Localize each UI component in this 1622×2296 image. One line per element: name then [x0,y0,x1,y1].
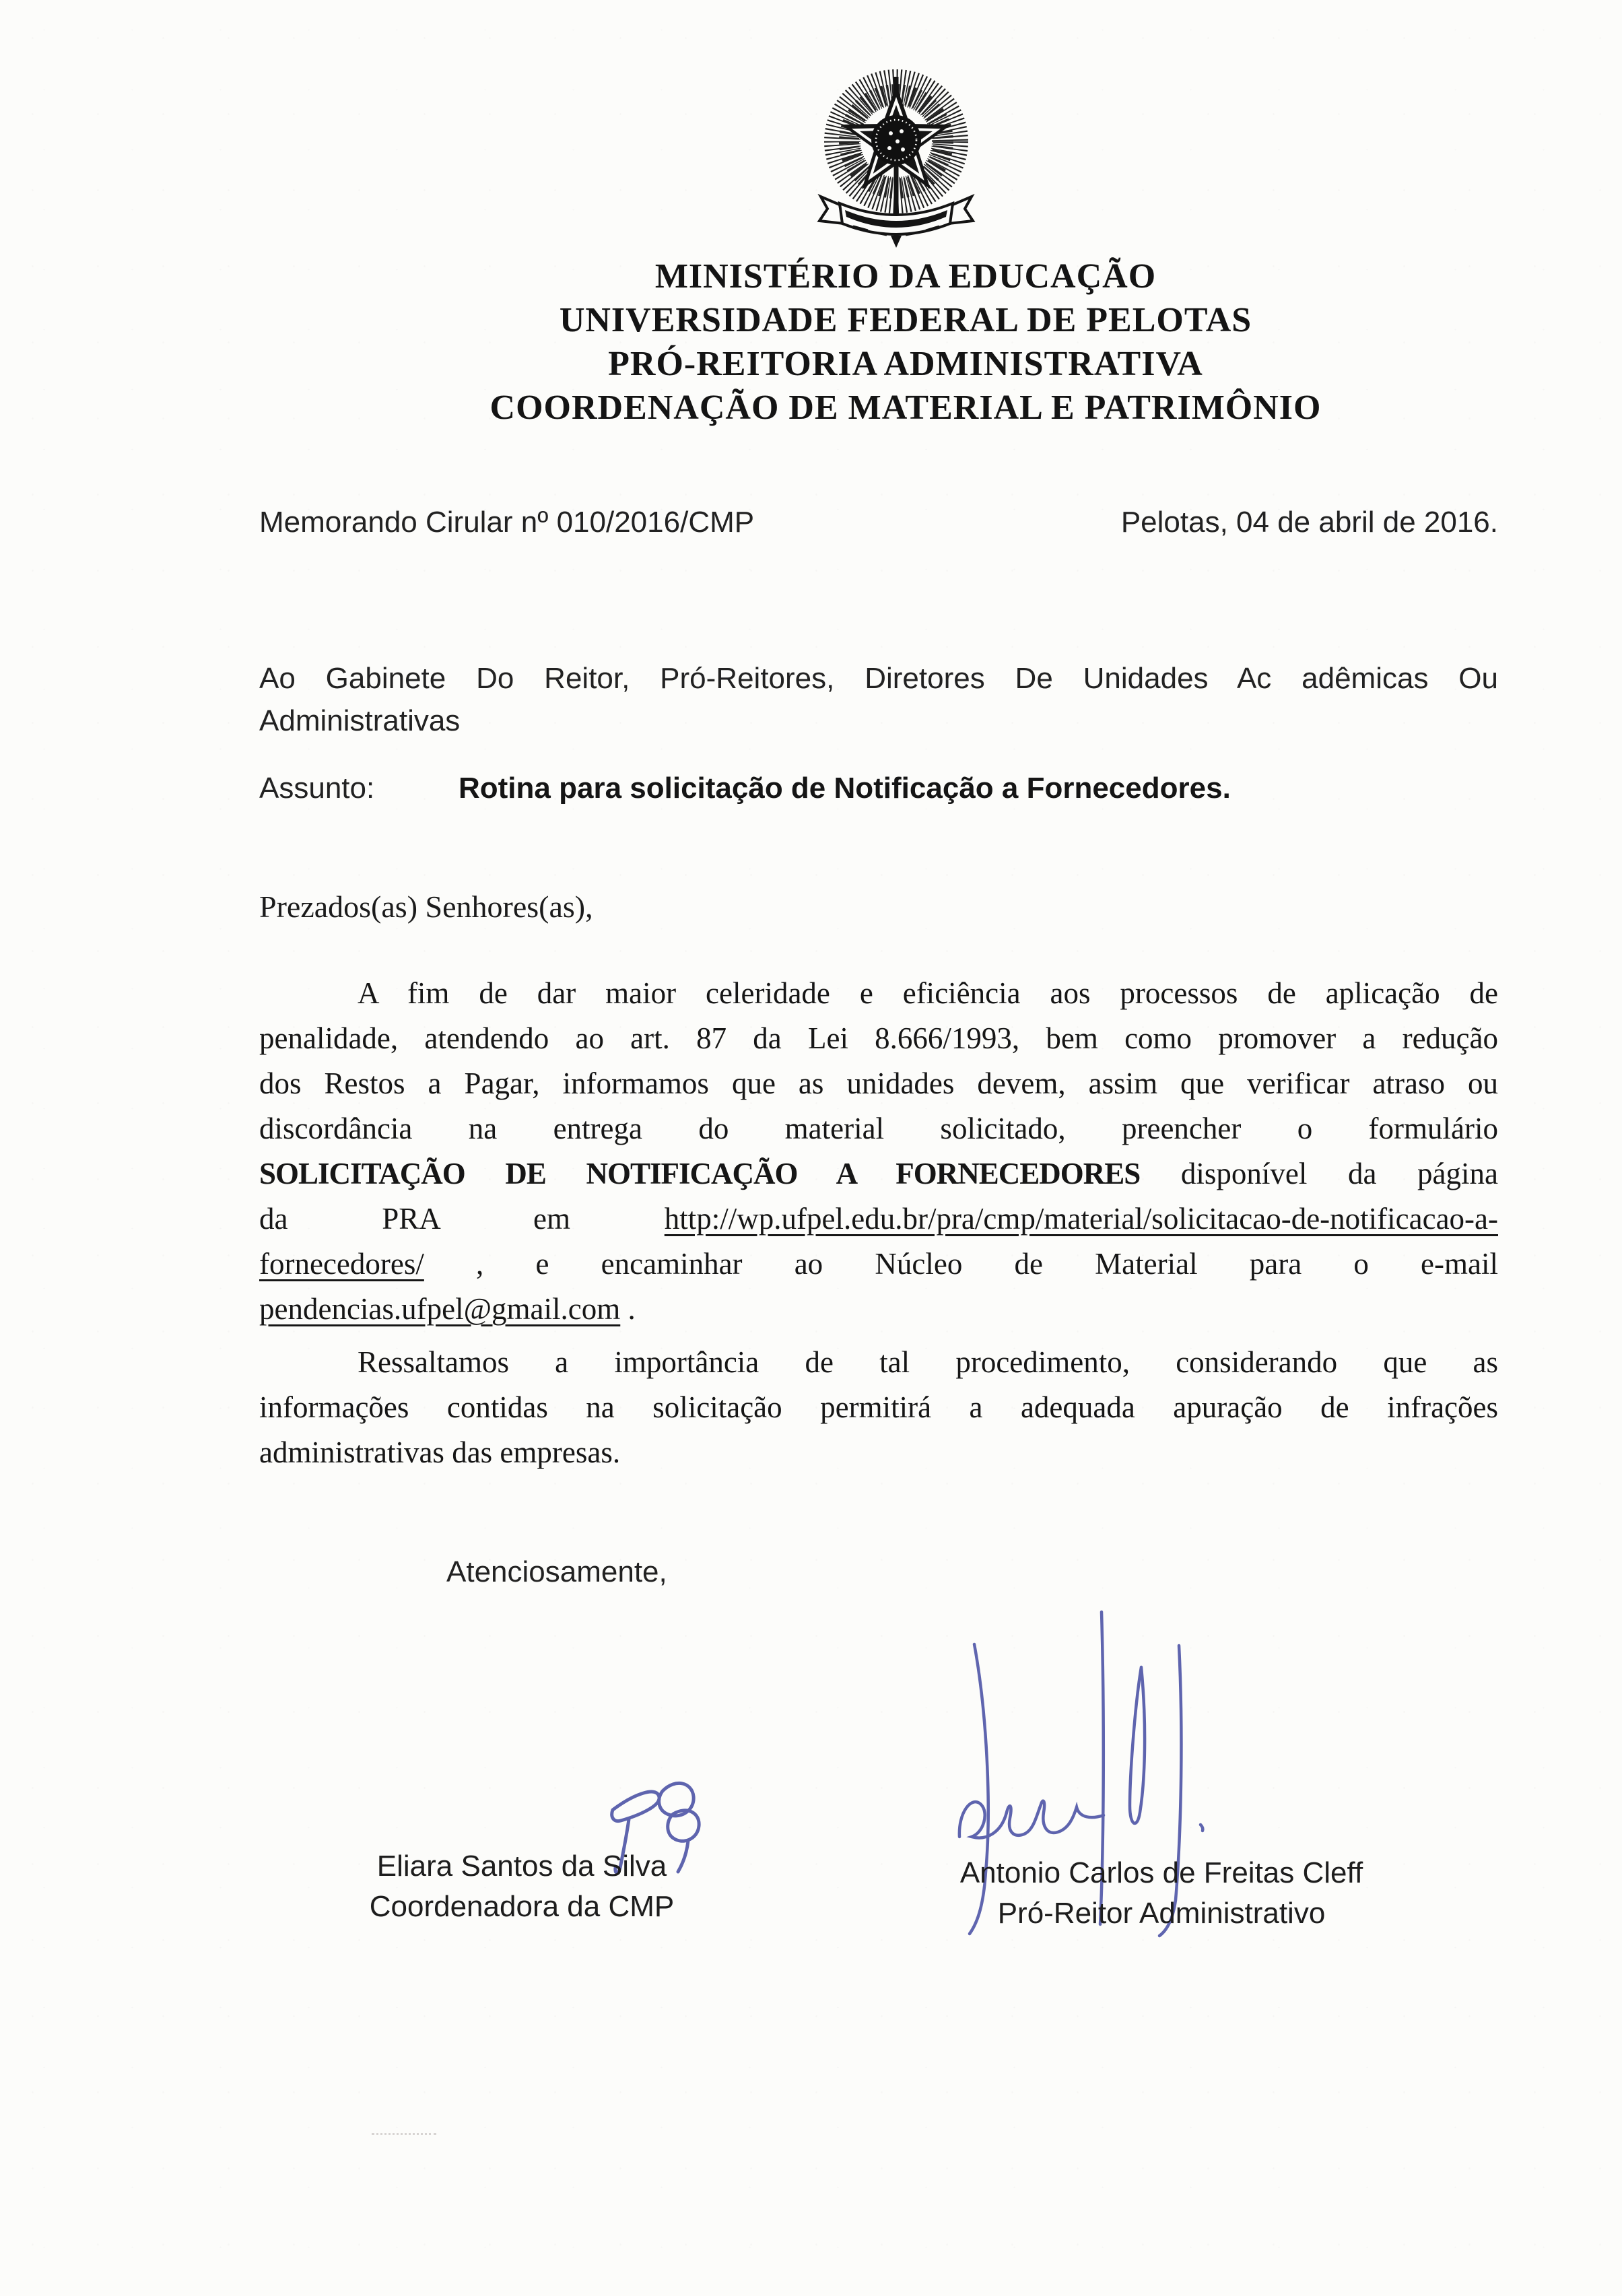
addressee-block [259,657,1498,742]
memo-number: Memorando Cirular nº 010/2016/CMP [259,506,755,539]
p1-line-2: penalidade, atendendo ao art. 87 da Lei 8.666/1993, bem como promover a redução [259,1021,1498,1055]
p1-line-6-pre: da PRA em [259,1202,665,1236]
salutation: Prezados(as) Senhores(as), [259,889,593,924]
p2-line-3: administrativas das empresas. [259,1436,621,1469]
letterhead [286,255,1525,430]
contact-email: pendencias.ufpel@gmail.com [259,1292,621,1326]
closing-salutation: Atenciosamente, [446,1555,667,1588]
p1-line-4: discordância na entrega do material solicitado, preencher o formulário [259,1112,1498,1145]
body-paragraph-2 [259,1340,1498,1475]
subject-row [259,769,1498,808]
brazil-coat-of-arms-icon [811,66,981,250]
addressee-line-1: Ao Gabinete Do Reitor, Pró-Reitores, Diretores De Unidades Ac adêmicas Ou [259,662,1498,695]
org-line-prorectorate: PRÓ-REITORIA ADMINISTRATIVA [608,345,1203,383]
addressee-line-2: Administrativas [259,704,461,737]
org-line-ministry: MINISTÉRIO DA EDUCAÇÃO [654,257,1157,296]
signer-left-name: Eliara Santos da Silva [376,1850,667,1883]
org-line-coordination: COORDENAÇÃO DE MATERIAL E PATRIMÔNIO [489,389,1322,427]
form-url-part-1: http://wp.ufpel.edu.br/pra/cmp/material/solicitacao-de-notificacao-a- [664,1202,1498,1236]
signer-right-name: Antonio Carlos de Freitas Cleff [959,1856,1363,1889]
memo-place-date: Pelotas, 04 de abril de 2016. [1120,506,1498,539]
form-url-part-2: fornecedores/ [259,1247,424,1281]
p1-line-7 [259,1242,1498,1287]
p1-line-7-rest: , e encaminhar ao Núcleo de Material para o e-mail [424,1247,1498,1281]
signer-block-right [916,1853,1407,1934]
p1-line-6 [259,1196,1498,1242]
signer-left-title: Coordenadora da CMP [369,1890,675,1923]
subject-text: Rotina para solicitação de Notificação a Fornecedores. [459,772,1231,805]
p1-line-5 [259,1151,1498,1196]
org-line-university: UNIVERSIDADE FEDERAL DE PELOTAS [559,301,1252,339]
p1-line-5-rest: disponível da página [1140,1157,1498,1190]
p1-line-8-rest: . [620,1292,636,1326]
signer-block-left [256,1846,788,1927]
p2-line-2: informações contidas na solicitação permitirá a adequada apuração de infrações [259,1390,1498,1424]
p2-line-1: Ressaltamos a importância de tal procedimento, considerando que as [358,1345,1498,1379]
scan-artifact-dots [372,2133,436,2135]
form-name-bold: SOLICITAÇÃO DE NOTIFICAÇÃO A FORNECEDORES [259,1157,1141,1190]
subject-label: Assunto: [259,772,375,805]
p1-line-1: A fim de dar maior celeridade e eficiência aos processos de aplicação de [358,976,1498,1010]
p1-line-3: dos Restos a Pagar, informamos que as unidades devem, assim que verificar atraso ou [259,1067,1498,1100]
memo-meta-row [259,504,1498,541]
signer-right-title: Pró-Reitor Administrativo [997,1897,1326,1930]
body-paragraph-1 [259,971,1498,1332]
p1-line-8 [259,1287,1498,1332]
